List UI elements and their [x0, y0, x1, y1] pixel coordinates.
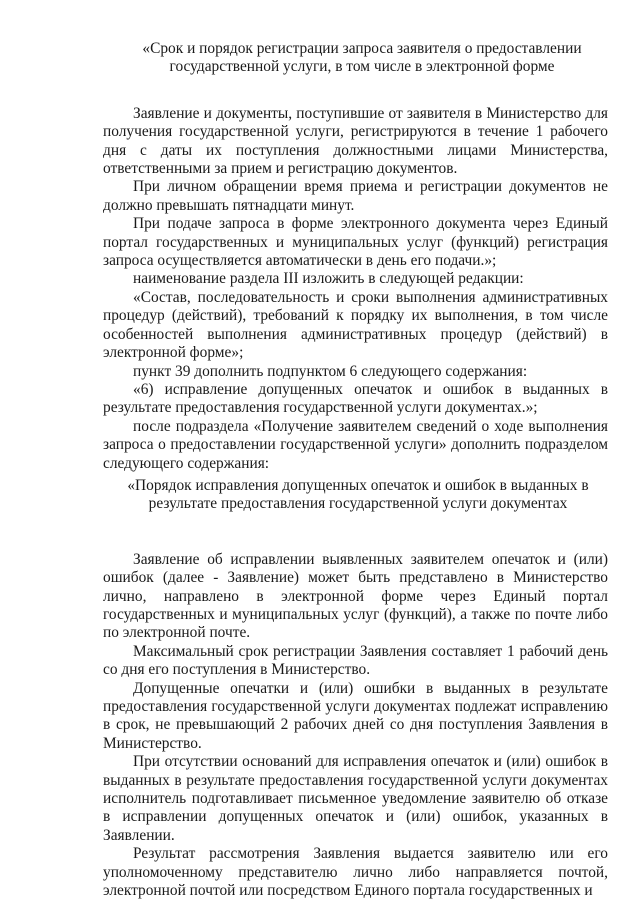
paragraph-section-iii-text: «Состав, последовательность и сроки выполнения административных процедур (действий), требований к порядку их выполнения, в том числе особенностей выполнения административных процедур (действий) в электронной форме»;	[103, 288, 608, 362]
paragraph-item-39: пункт 39 дополнить подпунктом 6 следующего содержания:	[133, 362, 528, 380]
paragraph-personal-visit: При личном обращении время приема и регистрации документов не должно превышать пятнадцати минут.	[103, 178, 608, 214]
paragraph-subitem-6: «6) исправление допущенных опечаток и ошибок в выданных в результате предоставления государственной услуги документах.»;	[103, 380, 608, 417]
subsection-heading: «Порядок исправления допущенных опечаток и ошибок в выданных в результате предоставления государственной услуги документах	[127, 476, 589, 513]
paragraph-correction-application: Заявление об исправлении выявленных заявителем опечаток и (или) ошибок (далее - Заявление) может быть представлено в Министерство лично, направлено в электронной форме через Единый портал государственных и муниципальных услуг (функций), а также по почте либо по электронной почте.	[103, 550, 608, 642]
paragraph-correction-term: Допущенные опечатки и (или) ошибки в выданных в результате предоставления государственной услуги документах подлежат исправлению в срок, не превышающий 2 рабочих дней со дня поступления Заявления в Министерство.	[103, 679, 608, 752]
paragraph-result-delivery: Результат рассмотрения Заявления выдается заявителю или его уполномоченному представителю лично либо направляется почтой, электронной почтой или посредством Единого портала государственных и	[103, 845, 608, 900]
paragraph-max-registration-term: Максимальный срок регистрации Заявления составляет 1 рабочий день со дня его поступления в Министерство.	[103, 642, 608, 679]
paragraph-after-subsection: после подраздела «Получение заявителем сведений о ходе выполнения запроса о предоставлении государственной услуги» дополнить подразделом следующего содержания:	[103, 417, 608, 472]
paragraph-electronic-request: При подаче запроса в форме электронного документа через Единый портал государственных и муниципальных услуг (функций) регистрация запроса осуществляется автоматически в день его подачи.»;	[103, 215, 608, 270]
paragraph-section-iii-title: наименование раздела III изложить в следующей редакции:	[133, 270, 524, 288]
section-heading: «Срок и порядок регистрации запроса заявителя о предоставлении государственной услуги, в том числе в электронной форме	[142, 40, 582, 76]
document-page	[103, 40, 608, 900]
paragraph-refusal-notice: При отсутствии оснований для исправления опечаток и (или) ошибок в выданных в результате предоставления государственной услуги документах исполнитель подготавливает письменное уведомление заявителю об отказе в исправлении допущенных опечаток и (или) ошибок, указанных в Заявлении.	[103, 753, 608, 844]
paragraph-registration-term: Заявление и документы, поступившие от заявителя в Министерство для получения государственной услуги, регистрируются в течение 1 рабочего дня с даты их поступления должностными лицами Министерства, ответственными за прием и регистрацию документов.	[103, 104, 608, 178]
